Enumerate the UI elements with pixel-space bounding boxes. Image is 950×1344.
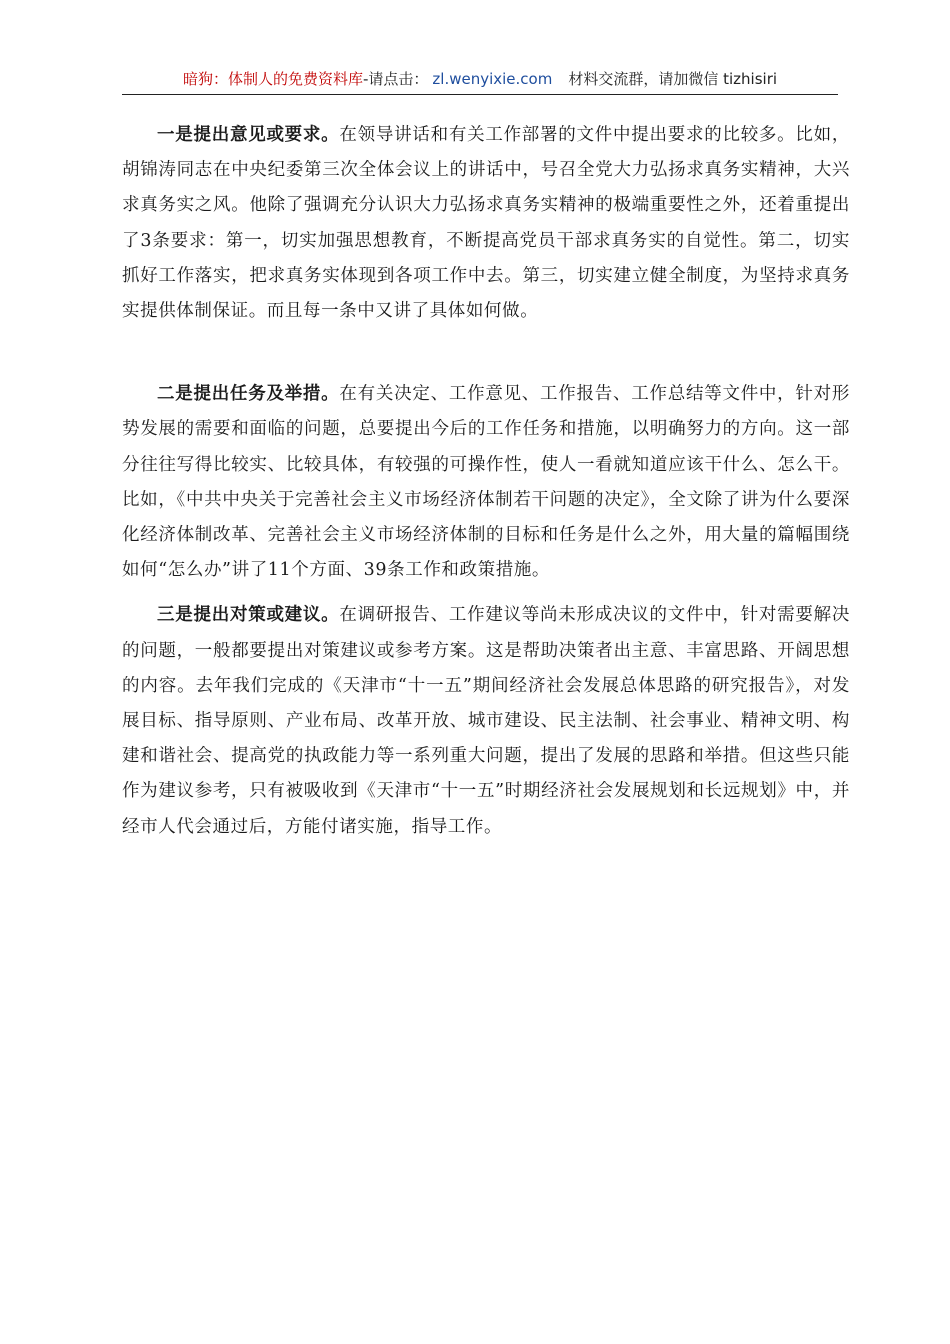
- paragraph-suggestions: [122, 598, 850, 844]
- header-click-hint: -请点击：: [362, 70, 429, 88]
- header-brand: 暗狗：体制人的免费资料库: [182, 70, 363, 88]
- paragraph-spacer: [122, 588, 850, 598]
- paragraph-text: 在有关决定、工作意见、工作报告、工作总结等文件中，针对形势发展的需要和面临的问题，总要提出今后的工作任务和措施，以明确努力的方向。这一部分往往写得比较实、比较具体，有较强的可操作性，使人一看就知道应该干什么、怎么干。比如，《中共中央关于完善社会主义市场经济体制若干问题的决定》，全文除了讲为什么要深化经济体制改革、完善社会主义市场经济体制的目标和任务是什么之外，用大量的篇幅围绕如何“怎么办”讲了11个方面、39条工作和政策措施。: [122, 384, 850, 581]
- paragraph-lead: 一是提出意见或要求。: [157, 125, 340, 145]
- header-contact: 材料交流群，请加微信 tizhisiri: [568, 70, 778, 88]
- page-header: [122, 68, 838, 95]
- header-url-link[interactable]: zl.wenyixie.com: [432, 70, 553, 88]
- paragraph-opinions: [122, 118, 850, 329]
- paragraph-lead: 三是提出对策或建议。: [157, 605, 340, 626]
- paragraph-text: 在领导讲话和有关工作部署的文件中提出要求的比较多。比如，胡锦涛同志在中央纪委第三次全体会议上的讲话中，号召全党大力弘扬求真务实精神，大兴求真务实之风。他除了强调充分认识大力弘扬求真务实精神的极端重要性之外，还着重提出了3条要求：第一，切实加强思想教育，不断提高党员干部求真务实的自觉性。第二，切实抓好工作落实，把求真务实体现到各项工作中去。第三，切实建立健全制度，为坚持求真务实提供体制保证。而且每一条中又讲了具体如何做。: [122, 125, 850, 322]
- paragraph-tasks: [122, 377, 850, 588]
- paragraph-text: 在调研报告、工作建议等尚未形成决议的文件中，针对需要解决的问题，一般都要提出对策建议或参考方案。这是帮助决策者出主意、丰富思路、开阔思想的内容。去年我们完成的《天津市“十一五”期间经济社会发展总体思路的研究报告》，对发展目标、指导原则、产业布局、改革开放、城市建设、民主法制、社会事业、精神文明、构建和谐社会、提高党的执政能力等一系列重大问题，提出了发展的思路和举措。但这些只能作为建议参考，只有被吸收到《天津市“十一五”时期经济社会发展规划和长远规划》中，并经市人代会通过后，方能付诸实施，指导工作。: [122, 605, 850, 837]
- paragraph-lead: 二是提出任务及举措。: [157, 384, 340, 405]
- paragraph-spacer: [122, 329, 850, 377]
- document-body: [122, 118, 850, 845]
